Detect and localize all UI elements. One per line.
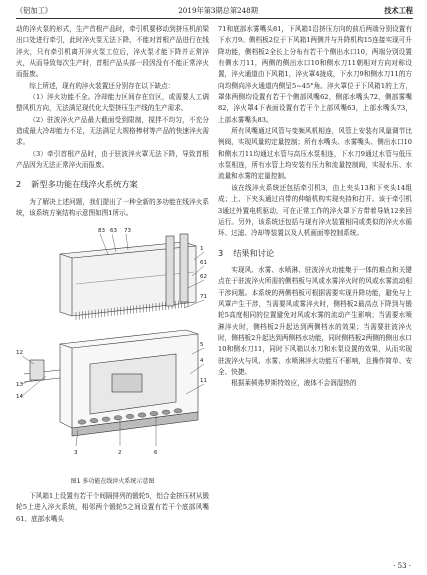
- figure-callout-label: 13: [16, 381, 23, 388]
- section-heading: [16, 179, 209, 190]
- left-paragraph: 动的淬火泵的形式，生产首根产品时，牵引机要移动到挤压机前梁出口处进行牵引，此时淬火泵无法下降，不能对首根产品进行在线淬火，只有牵引机离开淬火泵工位后，淬火泵才能下降并正常淬火，从而导致每次生产时，首根产品头部一段因没有不能正常淬火而报废。: [16, 25, 209, 79]
- figure-callout-label: 14: [16, 393, 23, 400]
- page-number: · 53 ·: [393, 562, 411, 570]
- section-title: 新型多功能在线淬火系统方案: [31, 179, 138, 190]
- figure-callout-label: 2: [118, 449, 122, 456]
- figure-callout-label: 61: [200, 259, 207, 266]
- right-paragraph: 所有风嘴通过风管与变频风机相连，风管上安装有风量调节比例阀，实现风量的定量控制；所有水嘴头、水雾嘴头、侧出水口10和侧水刀11均通过水管与高压水泵相连，下水刀9通过水管与低压水泵相连，所有水管上均安装有压力和流量控制阀，实现水压、水流量和水雾的定量控制。: [218, 127, 412, 181]
- left-column: [16, 24, 209, 525]
- figure-callout-label: 63: [110, 227, 117, 234]
- left-paragraph: （3）牵引首根产品时，由于驻波淬火罩无法下降，导致首根产品因为无法正常淬火而报废。: [16, 149, 209, 170]
- left-paragraph: 综上所述，现有的淬火装置还分别存在以下缺点：: [29, 81, 175, 90]
- left-paragraph: 下风箱1上设置有若干个间隔排列的锻轮5，铝合金挤压材从锻轮5上进入淬火系统，相邻两个锻轮5之间设置有若干个底部风嘴61、底部水嘴头: [16, 491, 210, 523]
- section-name: 技术工程: [384, 6, 413, 15]
- figure-callout-label: 12: [16, 349, 23, 356]
- section-number: 2: [16, 179, 22, 190]
- figure-callout-label: 3: [74, 449, 78, 456]
- left-paragraph: 为了解决上述问题，我们提出了一种全新的多功能在线淬火系统，该系统方案结构示意图如图1所示。: [16, 197, 209, 218]
- section-title: 结果和讨论: [233, 247, 275, 258]
- section-heading: [218, 248, 412, 259]
- right-paragraph: 该在线淬火系统还包括牵引机3，由上夹头13和下夹头14组成；上、下夹头通过自带的伸缩机构实现夹持和打开。该于牵引机3通过外置电机驱动，可在正常工作的淬火罩下方带着导轨12来回运行。另外，该系统还包括与现有淬火装置相同或类似的淬火水循环、过滤、冷却等装置以及人机画面等控制系统。: [218, 183, 412, 238]
- figure-callout-label: 6: [154, 449, 158, 456]
- quench-system-diagram: [16, 224, 209, 474]
- figure-callout-label: 62: [200, 273, 207, 280]
- figure-1: [16, 224, 209, 474]
- figure-callout-label: 1: [200, 245, 204, 252]
- right-column: [218, 24, 412, 390]
- figure-callout-label: 71: [200, 293, 207, 300]
- section-number: 3: [218, 247, 224, 258]
- figure-callout-label: 73: [124, 227, 131, 234]
- figure-callout-label: 83: [98, 227, 105, 234]
- figure-callout-label: 5: [200, 341, 204, 348]
- right-paragraph: 根据莱顿弗罗斯特效应，液体不会润湿热的: [231, 379, 357, 388]
- right-paragraph: 71和底部水雾嘴头81，下风箱1沿挤压方向的前后两端分别设置有下水刀9。侧档板2位于下风箱1两侧并与升降机构15连接实现可升降功能，侧档板2全长上分布有若干个侧出水口10，两端分别设置有侧水刀11，两侧的侧出水口10和侧水刀11朝相对方向对称设置，淬火通道由下风箱1，淬火罩4拢成，下水刀9和侧水刀11的方向均侧向淬火通道内侧呈5~45°角。淬火罩位于下风箱1的上方，罩体两侧均设置有若干个侧部风嘴62，侧部水嘴头72，侧部雾嘴82，淬火罩4下表面设置有若干个上部风嘴63，上部水嘴头73，上部水雾嘴头83。: [218, 25, 412, 124]
- right-paragraph: 实现风、水雾、水喷淋、驻波淬火功能集于一体的难点和关键点在于驻波淬火所需的侧档板与风或水雾淬火时的风或水雾流动相干涉问题。本系统的两侧档板可根据需要实现升降功能，避免与上风罩产生干涉，当需要风或雾淬火时，侧档板2最高点下降到与锻轮5高度相同的位置避免对风或水雾的流动产生影响；当需要水喷淋淬火时，侧档板2升起达到两侧档水的效果；当需要驻波淬火时，侧档板2升起达到两侧档水功能，同时侧档板2两侧的侧出水口10和侧水刀11，同时下风箱以水刀和水泵设置的效果，从而实现驻波淬火与风、水雾、水喷淋淬火功能互不影响，且操作简单、安全、快捷。: [218, 265, 412, 376]
- journal-name: 《铝加工》: [16, 6, 52, 15]
- left-paragraph: （2）驻波淬火产品最大截面受到限制，搅拌不均匀，不充分造成最大冷却能力不足，无法满足大规格棒材等产品的快速淬火需求。: [16, 115, 209, 147]
- figure-callout-label: 11: [200, 377, 207, 384]
- header-rule: [16, 18, 413, 19]
- figure-callout-label: 4: [200, 357, 204, 364]
- issue-info: 2019年第3期总第248期: [178, 6, 258, 15]
- left-paragraph: （1）淬火功能不全。冷却能力区间存在盲区，或需要人工调整风机方向，无法满足现代化大型挤压生产线的生产需求。: [16, 93, 209, 113]
- running-header: [16, 4, 413, 18]
- figure-caption: 图1 多功能在线淬火系统示意图: [70, 477, 155, 485]
